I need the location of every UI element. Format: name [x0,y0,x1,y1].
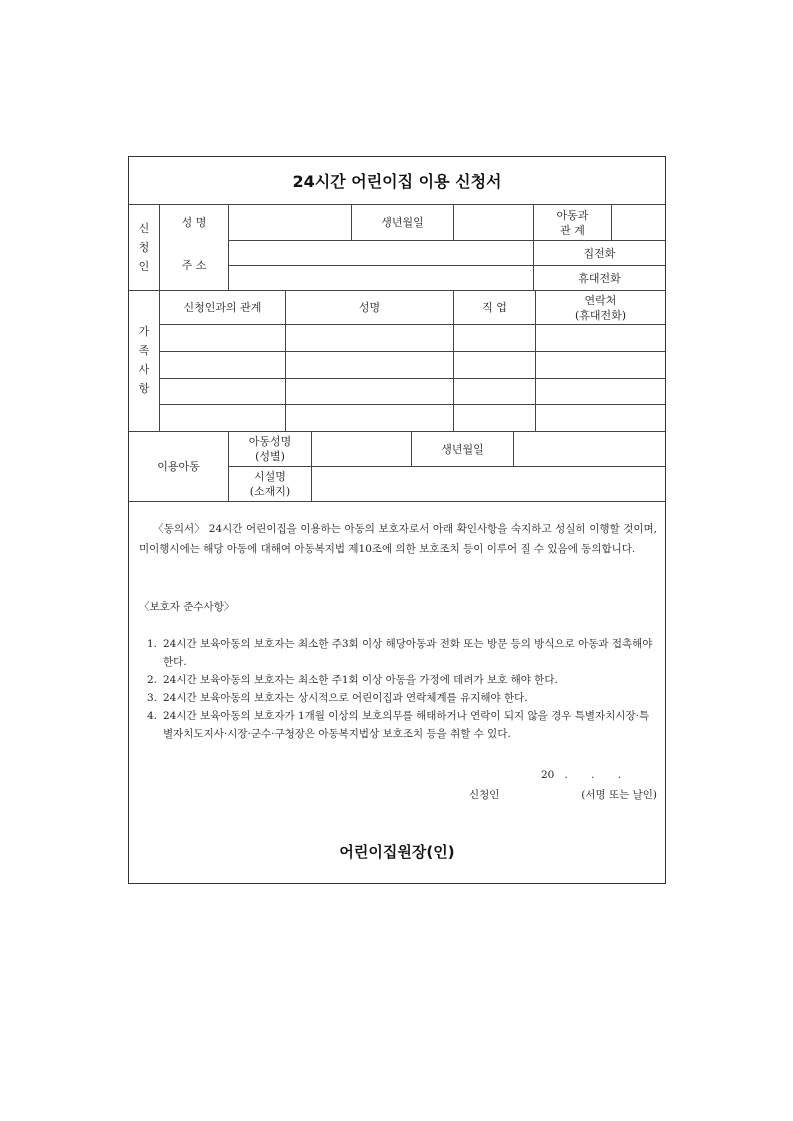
applicant-birth-field[interactable] [454,205,533,240]
divider [159,324,665,325]
child-birth-label: 생년월일 [441,442,484,456]
sign-note: (서명 또는 날인) [581,789,657,801]
family-col-contact [536,291,665,324]
family-col-contact-line: (휴대전화) [574,308,627,322]
applicant-side-char: 인 [138,260,150,273]
guardian-rules-heading: 〈보호자 준수사항〉 [139,601,235,613]
rule-number: 2. [147,674,158,686]
form-title: 24시간 어린이집 이용 신청서 [292,172,502,191]
family-side-char: 족 [138,344,150,357]
rule-item [147,689,659,707]
rule-item [147,671,659,689]
applicant-side-char: 신 [138,222,150,235]
consent-paragraph: 〈동의서〉 24시간 어린이집을 이용하는 아동의 보호자로서 아래 확인사항을 숙지하고 성실히 이행할 것이며, 미이행시에는 해당 아동에 대해여 아동복지법 제10조에 의한 보호조치 등이 이루어 질 수 있음에 동의합니다. [139,523,657,555]
applicant-side-char: 청 [138,241,150,254]
guardian-rules-list [147,635,659,743]
family-col-relation: 신청인과의 관계 [183,301,262,314]
family-col-name: 성명 [358,301,381,314]
applicant-relation-line: 관 계 [560,223,585,237]
family-side-char: 항 [138,382,150,395]
child-birth-field[interactable] [514,432,665,466]
facility-label-line: 시설명 [254,470,286,483]
application-form [128,156,666,884]
home-phone-label: 집전화 [583,246,616,260]
rule-text: 24시간 보육아동의 보호자는 최소한 주1회 이상 아동을 가정에 데려가 보호 해야 한다. [163,674,558,686]
director-signature: 어린이집원장(인) [339,843,455,861]
rule-number: 1. [147,638,158,650]
child-side-label: 이용아동 [157,460,200,473]
rule-item [147,635,659,671]
family-side-char: 사 [138,363,150,376]
facility-label [229,467,311,501]
applicant-relation-label [534,205,611,240]
rule-item [147,707,659,743]
applicant-name-field[interactable] [229,205,351,240]
divider [159,404,665,405]
date-line: 20 . . . [541,769,622,781]
family-col-job: 직 업 [482,301,507,314]
child-name-field[interactable] [312,432,411,466]
rule-text: 24시간 보육아동의 보호자는 상시적으로 어린이집과 연락체계를 유지해야 한다. [163,692,528,704]
applicant-name-label: 성 명 [181,216,207,229]
family-side-label [134,322,154,398]
family-side-char: 가 [138,325,150,338]
applicant-relation-line: 아동과 [556,208,589,222]
rule-number: 4. [147,710,158,722]
divider [129,501,665,502]
child-name-label-line: 아동성명 [248,435,292,448]
mobile-phone-label: 휴대전화 [578,271,621,285]
rule-text: 24시간 보육아동의 보호자는 최소한 주3회 이상 해당아동과 전화 또는 방문 등의 방식으로 아동과 접촉해야 한다. [163,638,653,668]
divider [159,351,665,352]
facility-label-line: (소재지) [249,485,291,498]
applicant-address-label: 주 소 [181,259,207,272]
family-col-contact-line: 연락처 [584,293,617,307]
divider [159,378,665,379]
applicant-side-label [134,219,154,276]
child-name-label-line: (성별) [255,450,285,463]
facility-field[interactable] [312,467,665,501]
rule-number: 3. [147,692,158,704]
applicant-birth-label: 생년월일 [381,216,424,229]
rule-text: 24시간 보육아동의 보호자가 1개월 이상의 보호의무를 해태하거나 연락이 되지 않을 경우 특별자치시장·특별자치도지사·시장·군수·구청장은 아동복지법상 보호조치 등을 취할 수 있다. [163,710,650,740]
applicant-relation-field[interactable] [612,205,665,240]
applicant-address-field[interactable] [229,241,533,290]
applicant-sign-label: 신청인 [469,789,500,801]
child-name-label [229,432,311,466]
